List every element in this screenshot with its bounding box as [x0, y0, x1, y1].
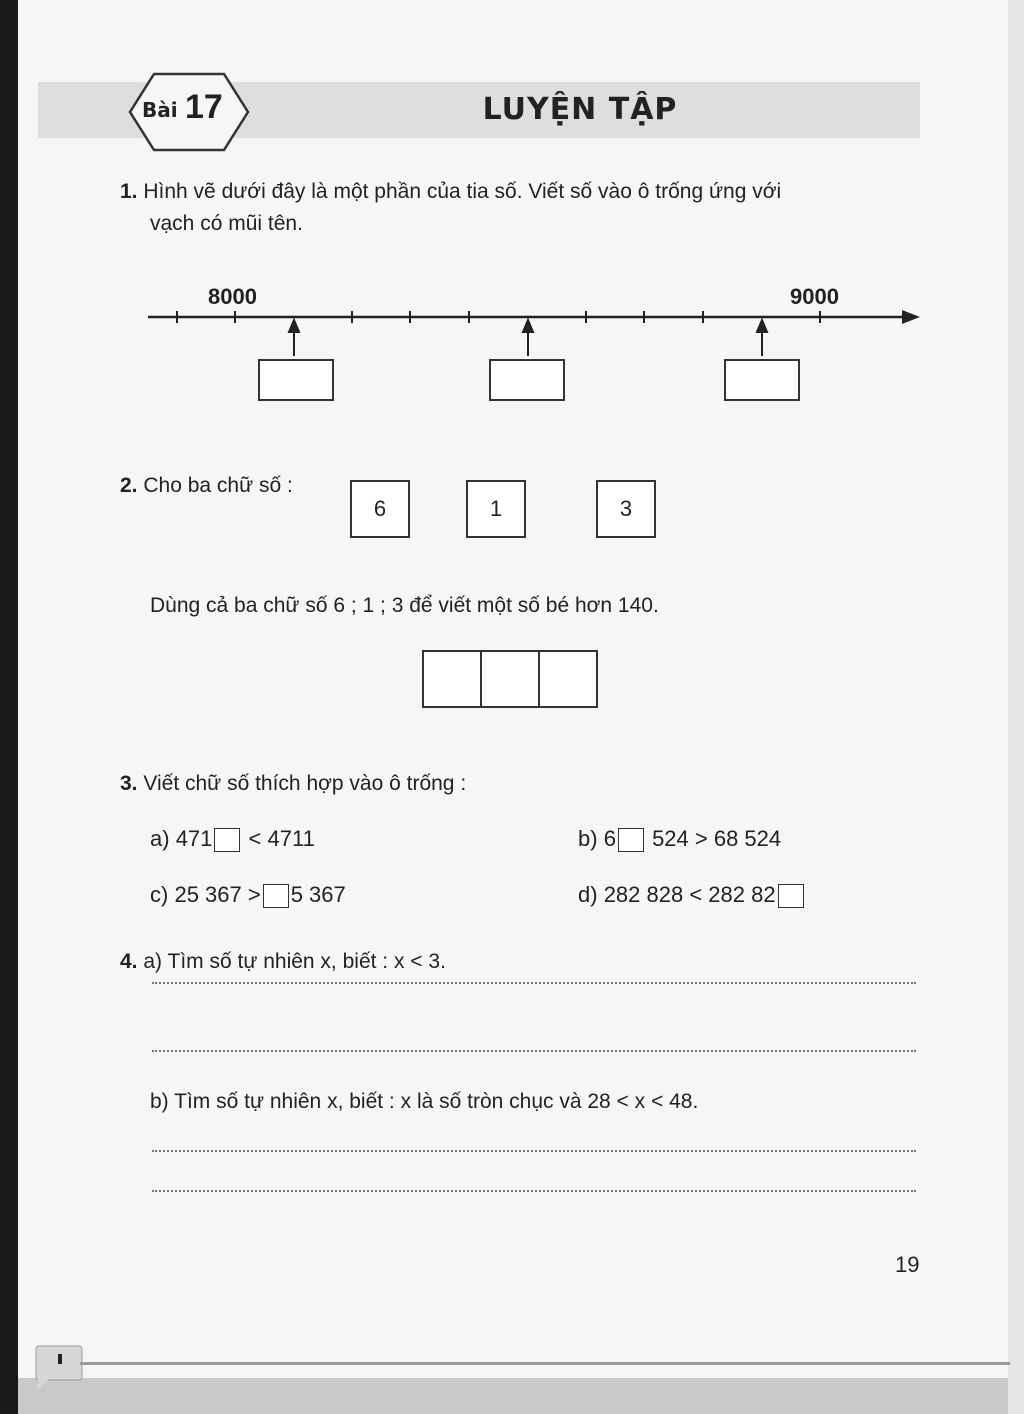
q3-b-post: 524 > 68 524	[652, 826, 782, 851]
lesson-badge-shape	[112, 70, 252, 154]
answer-digit-box-2[interactable]	[480, 650, 540, 708]
q3-c-label: c)	[150, 882, 169, 907]
number-line	[140, 300, 930, 410]
q4a-answer-line-2[interactable]	[152, 1050, 916, 1052]
q2-prompt	[120, 470, 293, 502]
q3-c-answer-box[interactable]	[263, 884, 289, 908]
page-bottom-shadow	[18, 1378, 1024, 1414]
q3-a-post: < 4711	[248, 826, 315, 851]
comment-bubble-icon[interactable]	[34, 1344, 88, 1392]
lesson-badge-number: 17	[185, 88, 223, 126]
page-right-edge	[1008, 0, 1024, 1414]
q4-number: 4.	[120, 950, 138, 973]
page-number: 19	[895, 1252, 920, 1277]
q1-text-line2: vạch có mũi tên.	[150, 212, 303, 235]
q4b-answer-line-2[interactable]	[152, 1190, 916, 1192]
q3-b-answer-box[interactable]	[618, 828, 644, 852]
lesson-badge-prefix: Bài	[142, 98, 178, 122]
q3-item-c	[150, 882, 346, 908]
page-title: LUYỆN TẬP	[482, 92, 678, 127]
q3-item-b	[578, 826, 781, 852]
q3-a-label: a)	[150, 826, 170, 851]
q3-item-a	[150, 826, 315, 852]
q3-c-post: 5 367	[290, 882, 346, 907]
q3-d-answer-box[interactable]	[778, 884, 804, 908]
q3-a-answer-box[interactable]	[214, 828, 240, 852]
q2-instruction: Dùng cả ba chữ số 6 ; 1 ; 3 để viết một số bé hơn 140.	[150, 594, 659, 617]
digit-card-3: 3	[596, 480, 656, 538]
q3-d-label: d)	[578, 882, 598, 907]
q4b-text: b) Tìm số tự nhiên x, biết : x là số tròn chục và 28 < x < 48.	[150, 1090, 699, 1113]
q3-number: 3.	[120, 772, 138, 795]
q1-text: Hình vẽ dưới đây là một phần của tia số. Viết số vào ô trống ứng với	[143, 180, 782, 203]
q3-b-pre: 6	[603, 826, 616, 851]
answer-digit-box-1[interactable]	[422, 650, 482, 708]
number-line-label-end: 9000	[790, 284, 839, 309]
answer-digit-box-3[interactable]	[538, 650, 598, 708]
digit-card-1: 6	[350, 480, 410, 538]
digit-card-2: 1	[466, 480, 526, 538]
q2-number: 2.	[120, 474, 138, 497]
q1-text-line1	[120, 176, 930, 208]
q3-b-label: b)	[578, 826, 598, 851]
q4a-text: a) Tìm số tự nhiên x, biết : x < 3.	[143, 950, 446, 973]
q3-a-pre: 471	[175, 826, 213, 851]
q3-text: Viết chữ số thích hợp vào ô trống :	[143, 772, 467, 795]
number-line-label-start: 8000	[208, 284, 257, 309]
q4a-answer-line-1[interactable]	[152, 982, 916, 984]
q4a-prompt	[120, 946, 446, 978]
page-bottom-divider	[80, 1362, 1010, 1365]
q3-d-pre: 282 828 < 282 82	[603, 882, 776, 907]
q1-number: 1.	[120, 180, 138, 203]
q2-text: Cho ba chữ số :	[143, 474, 293, 497]
q4b-answer-line-1[interactable]	[152, 1150, 916, 1152]
q3-item-d	[578, 882, 806, 908]
q3-prompt	[120, 768, 466, 800]
q3-c-pre: 25 367 >	[174, 882, 261, 907]
